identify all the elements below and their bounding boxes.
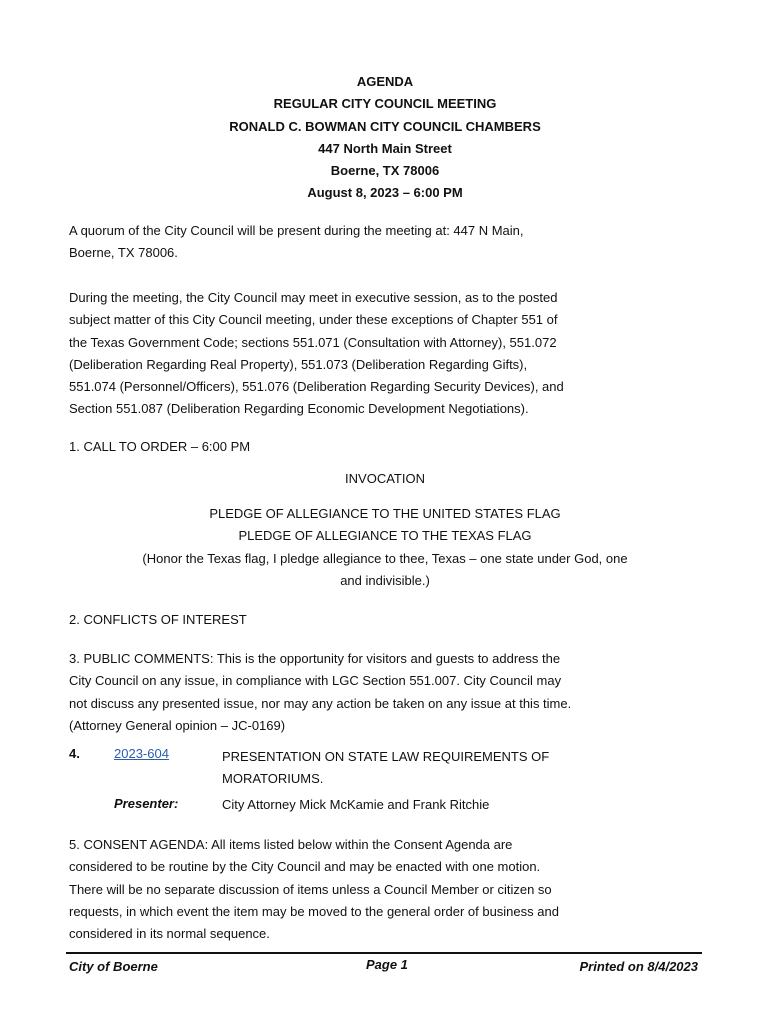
pledge-texas-flag: PLEDGE OF ALLEGIANCE TO THE TEXAS FLAG: [238, 528, 532, 544]
footer-divider: [66, 952, 702, 954]
footer-organization: City of Boerne: [69, 959, 158, 974]
consent-line: considered in its normal sequence.: [69, 926, 270, 942]
consent-line: There will be no separate discussion of items unless a Council Member or citizen so: [69, 881, 552, 897]
quorum-paragraph: [69, 220, 629, 265]
executive-line: 551.074 (Personnel/Officers), 551.076 (Deliberation Regarding Security Devices), and: [69, 379, 564, 395]
invocation: INVOCATION: [345, 471, 425, 486]
public-comments-line: City Council on any issue, in compliance with LGC Section 551.007. City Council may: [69, 673, 562, 689]
consent-line: requests, in which event the item may be moved to the general order of business and: [69, 903, 559, 919]
quorum-line: A quorum of the City Council will be present during the meeting at: 447 N Main,: [69, 223, 524, 238]
pledge-texas-text: and indivisible.): [340, 572, 430, 588]
header-chambers: RONALD C. BOWMAN CITY COUNCIL CHAMBERS: [229, 118, 541, 134]
item-4-number: 4.: [69, 746, 80, 761]
executive-line: During the meeting, the City Council may meet in executive session, as to the posted: [69, 290, 558, 305]
agenda-header: [0, 71, 770, 205]
presenter-label: Presenter:: [114, 796, 179, 811]
executive-session-paragraph: [69, 287, 629, 421]
consent-agenda-paragraph: [69, 834, 629, 945]
item-4-title: [222, 746, 582, 791]
header-title: AGENDA: [356, 74, 414, 89]
header-city: Boerne, TX 78006: [330, 163, 440, 179]
executive-line: the Texas Government Code; sections 551.071 (Consultation with Attorney), 551.072: [69, 334, 557, 350]
call-to-order: 1. CALL TO ORDER – 6:00 PM: [69, 439, 251, 454]
consent-line: 5. CONSENT AGENDA: All items listed below within the Consent Agenda are: [69, 837, 513, 852]
executive-line: Section 551.087 (Deliberation Regarding Economic Development Negotiations).: [69, 401, 529, 417]
pledge-us-flag: PLEDGE OF ALLEGIANCE TO THE UNITED STATES FLAG: [209, 506, 561, 521]
pledge-block: [0, 503, 770, 592]
consent-line: considered to be routine by the City Council and may be enacted with one motion.: [69, 859, 541, 875]
public-comments-line: 3. PUBLIC COMMENTS: This is the opportunity for visitors and guests to address the: [69, 651, 561, 666]
footer-printed-date: Printed on 8/4/2023: [579, 959, 698, 974]
conflicts-of-interest: 2. CONFLICTS OF INTEREST: [69, 612, 247, 627]
public-comments-line: not discuss any presented issue, nor may any action be taken on any issue at this time.: [69, 695, 572, 711]
quorum-line: Boerne, TX 78006.: [69, 245, 178, 261]
public-comments-paragraph: [69, 648, 629, 737]
pledge-texas-text: (Honor the Texas flag, I pledge allegiance to thee, Texas – one state under God, one: [142, 550, 628, 566]
presenter-value: City Attorney Mick McKamie and Frank Ritchie: [222, 797, 490, 812]
header-street: 447 North Main Street: [318, 140, 452, 156]
header-meeting-type: REGULAR CITY COUNCIL MEETING: [273, 96, 497, 112]
header-date: August 8, 2023 – 6:00 PM: [307, 185, 463, 201]
item-4-title-line: MORATORIUMS.: [222, 771, 324, 787]
executive-line: (Deliberation Regarding Real Property), 551.073 (Deliberation Regarding Gifts),: [69, 356, 528, 372]
executive-line: subject matter of this City Council meeting, under these exceptions of Chapter 551 of: [69, 312, 558, 328]
item-4-title-line: PRESENTATION ON STATE LAW REQUIREMENTS OF: [222, 749, 550, 764]
public-comments-line: (Attorney General opinion – JC-0169): [69, 717, 286, 733]
item-4-file-link[interactable]: 2023-604: [114, 746, 169, 761]
footer-page-number: Page 1: [366, 957, 408, 972]
